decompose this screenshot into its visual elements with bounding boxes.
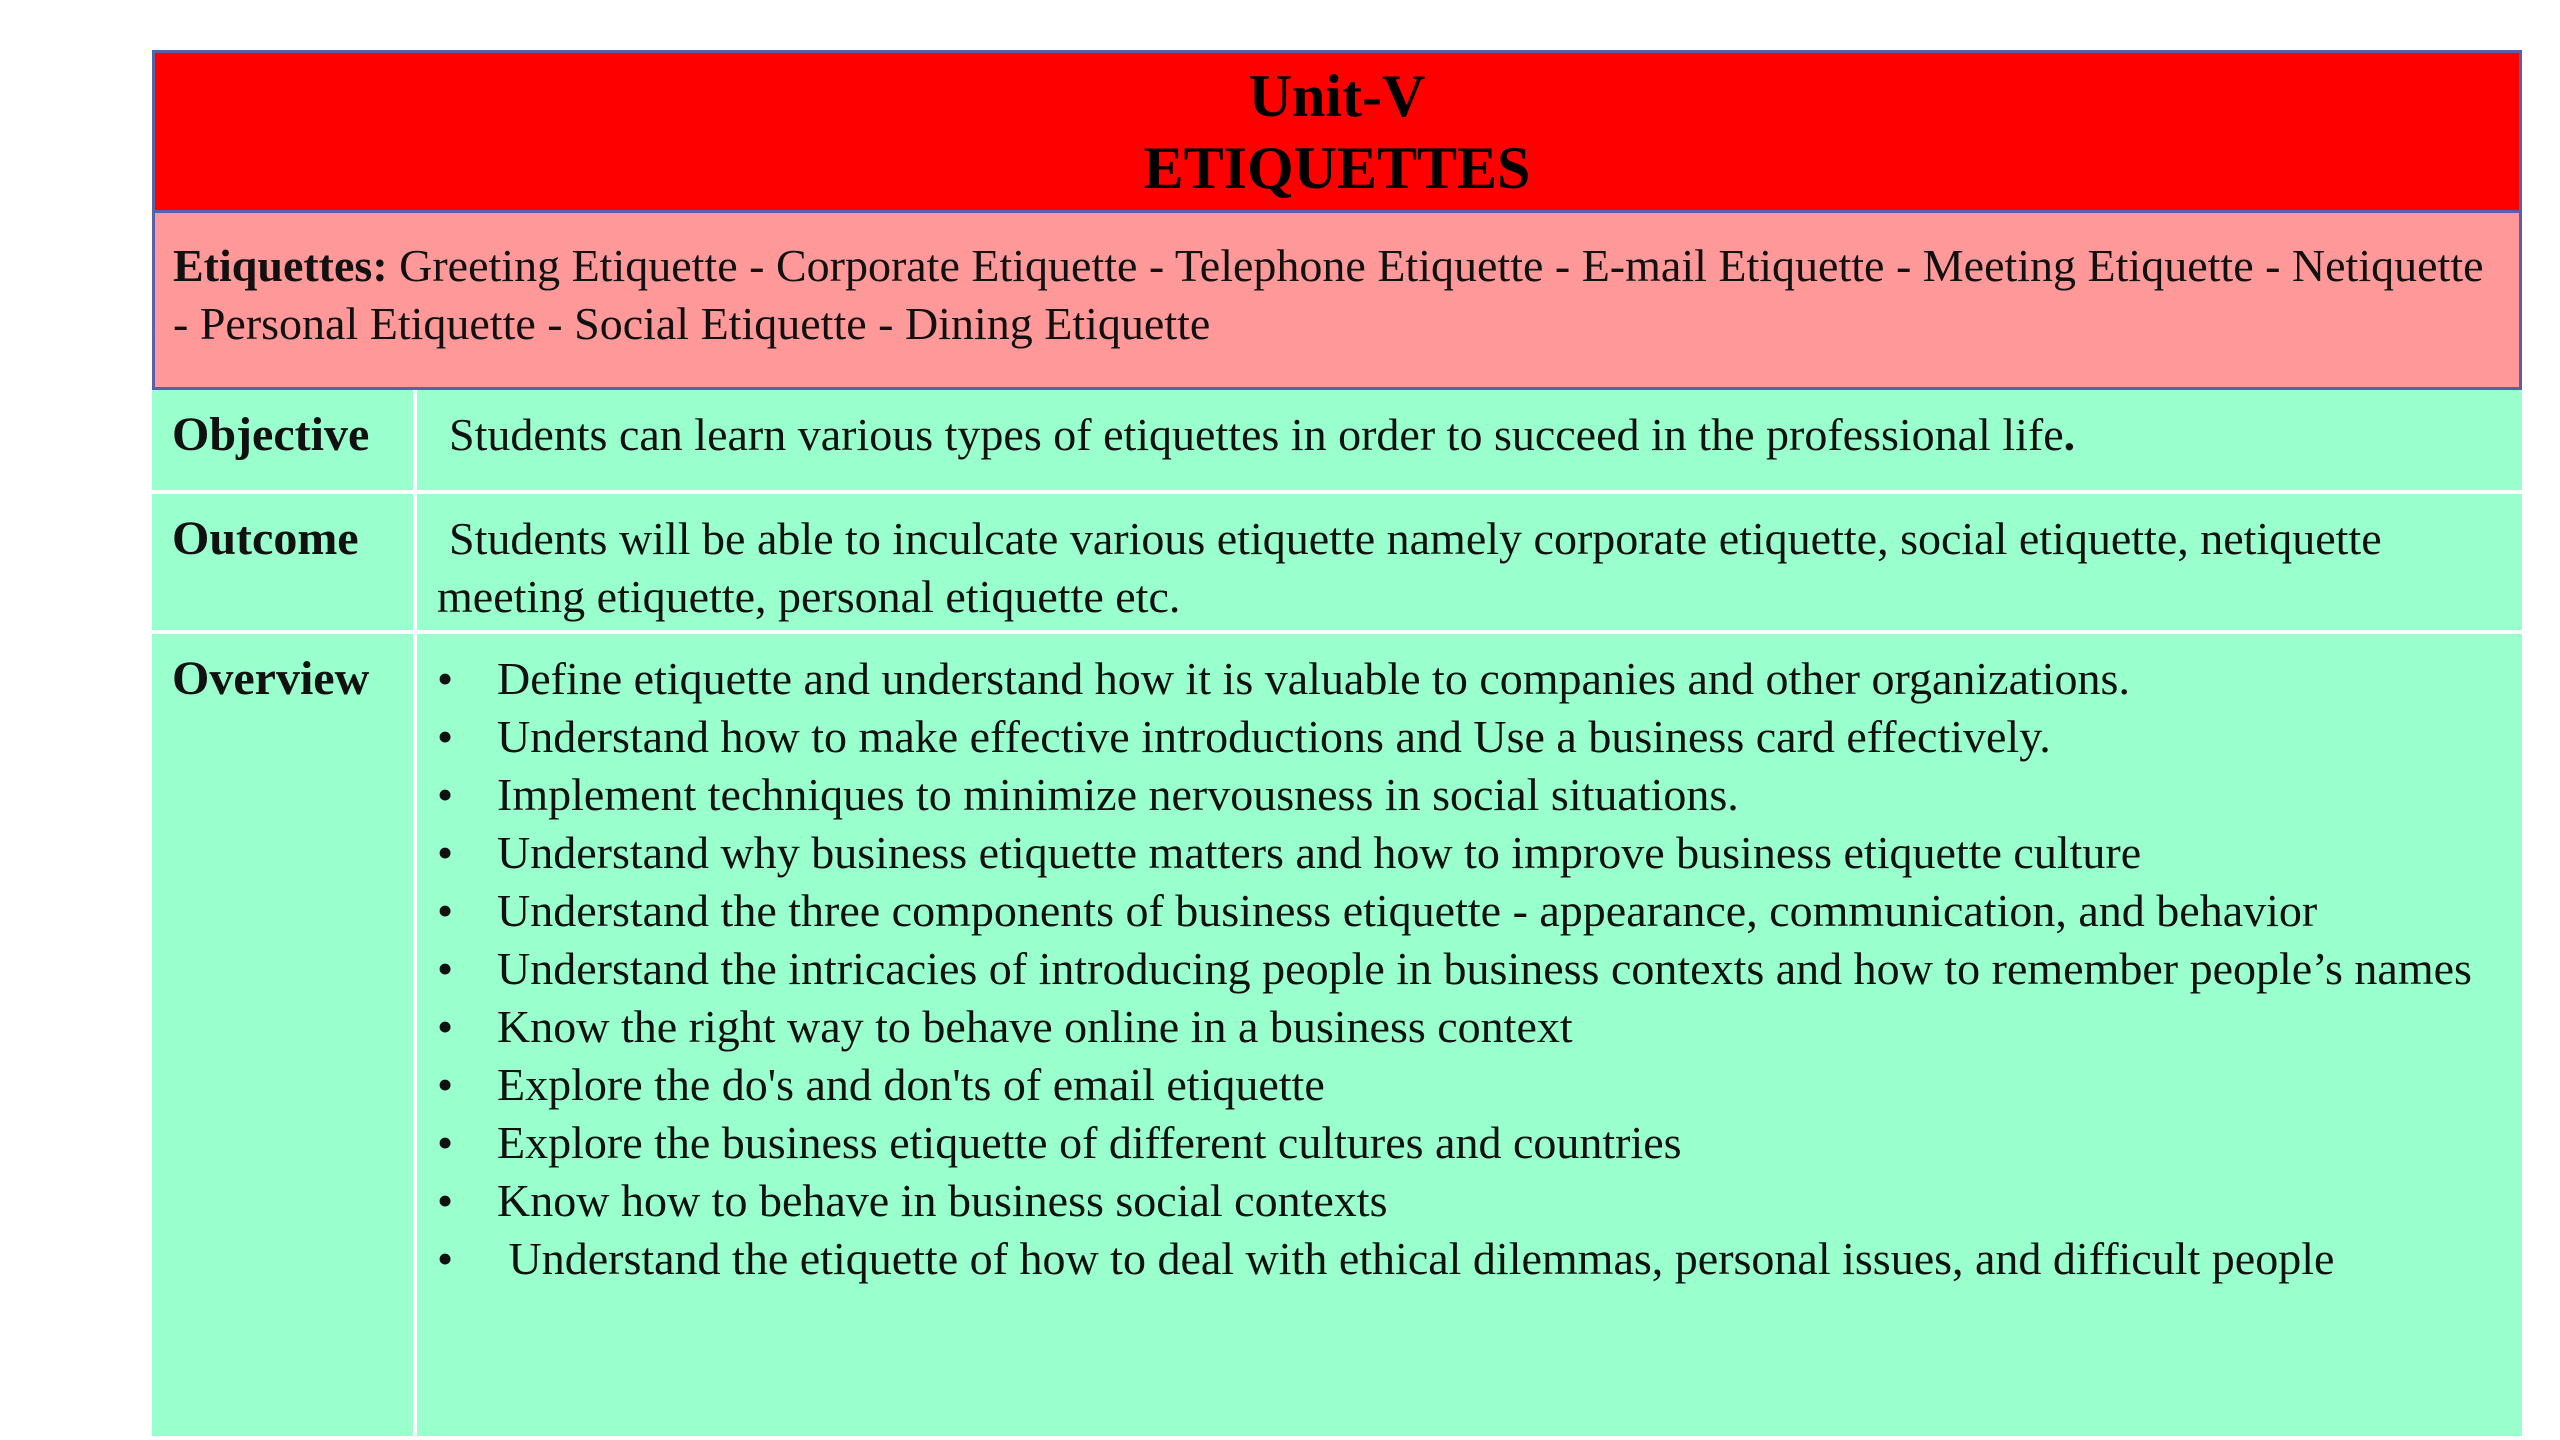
objective-end-mark: .: [2063, 409, 2076, 460]
unit-table: [152, 50, 2522, 1436]
overview-list: [437, 650, 2502, 1288]
outcome-row: [152, 490, 2522, 630]
outcome-label: Outcome: [152, 494, 417, 630]
unit-number: Unit-V: [1248, 62, 1426, 129]
title-band: [152, 50, 2522, 210]
overview-list-item: [437, 882, 2502, 940]
unit-title: ETIQUETTES: [1143, 134, 1531, 201]
objective-sentence: Students can learn various types of etiquettes in order to succeed in the professional life: [449, 409, 2064, 460]
bullet-icon: •: [437, 769, 454, 820]
topics-label: Etiquettes:: [173, 240, 388, 291]
overview-item-text: Know the right way to behave online in a business context: [497, 1001, 1573, 1052]
objective-label: Objective: [152, 390, 417, 490]
bullet-icon: •: [437, 1175, 454, 1226]
overview-list-item: [437, 1056, 2502, 1114]
bullet-icon: •: [437, 1059, 454, 1110]
objective-row: [152, 390, 2522, 490]
overview-row: [152, 630, 2522, 1436]
overview-list-item: [437, 1114, 2502, 1172]
overview-list-item: [437, 1230, 2502, 1288]
outcome-text: Students will be able to inculcate various etiquette namely corporate etiquette, social etiquette, netiquette meeting etiquette, personal etiquette etc.: [437, 513, 2382, 622]
overview-list-item: [437, 998, 2502, 1056]
overview-item-text: Understand the etiquette of how to deal with ethical dilemmas, personal issues, and difficult people: [497, 1233, 2335, 1284]
overview-item-text: Understand how to make effective introductions and Use a business card effectively.: [497, 711, 2051, 762]
bullet-icon: •: [437, 1117, 454, 1168]
bullet-icon: •: [437, 943, 454, 994]
topics-band: [152, 210, 2522, 390]
bullet-icon: •: [437, 827, 454, 878]
overview-item-text: Understand why business etiquette matters and how to improve business etiquette culture: [497, 827, 2142, 878]
overview-body: [417, 634, 2522, 1436]
objective-body: [417, 390, 2522, 490]
overview-item-text: Implement techniques to minimize nervousness in social situations.: [497, 769, 1739, 820]
overview-list-item: [437, 766, 2502, 824]
outcome-body: [417, 494, 2522, 630]
overview-label: Overview: [152, 634, 417, 1436]
overview-list-item: [437, 940, 2502, 998]
overview-list-item: [437, 650, 2502, 708]
overview-list-item: [437, 708, 2502, 766]
overview-list-item: [437, 1172, 2502, 1230]
bullet-icon: •: [437, 885, 454, 936]
overview-item-text: Explore the business etiquette of different cultures and countries: [497, 1117, 1682, 1168]
overview-item-text: Define etiquette and understand how it is valuable to companies and other organizations.: [497, 653, 2130, 704]
bullet-icon: •: [437, 711, 454, 762]
topics-text: Greeting Etiquette - Corporate Etiquette - Telephone Etiquette - E-mail Etiquette - Meeting Etiquette - Netiquette - Personal Etiquette - Social Etiquette - Dining Etiquette: [173, 240, 2484, 349]
overview-list-item: [437, 824, 2502, 882]
bullet-icon: •: [437, 653, 454, 704]
objective-text: [437, 406, 2502, 464]
overview-item-text: Understand the three components of business etiquette - appearance, communication, and behavior: [497, 885, 2318, 936]
overview-item-text: Understand the intricacies of introducing people in business contexts and how to remember people’s names: [497, 943, 2472, 994]
bullet-icon: •: [437, 1233, 454, 1284]
overview-item-text: Explore the do's and don'ts of email etiquette: [497, 1059, 1325, 1110]
overview-item-text: Know how to behave in business social contexts: [497, 1175, 1388, 1226]
bullet-icon: •: [437, 1001, 454, 1052]
